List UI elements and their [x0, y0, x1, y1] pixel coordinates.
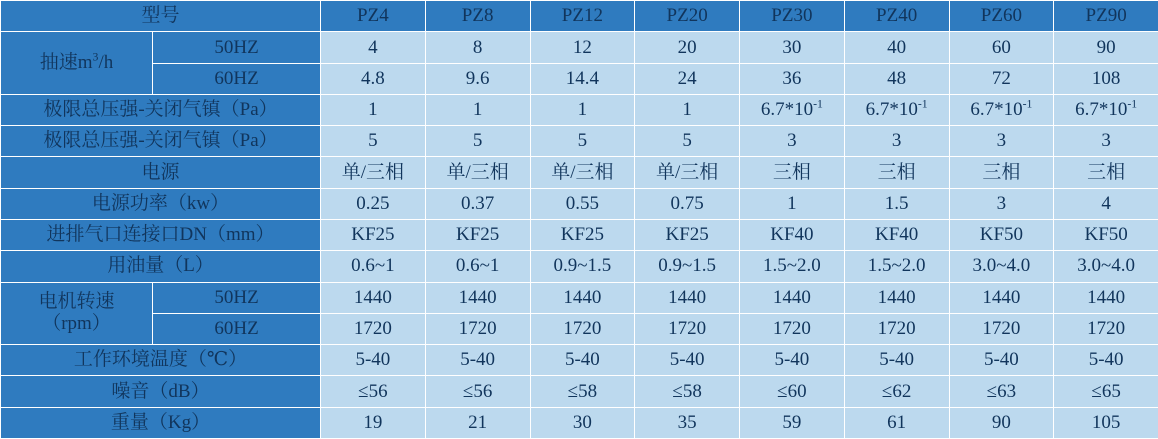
cell-r0-c4: 30 — [740, 32, 845, 63]
cell-r0-c5: 40 — [844, 32, 949, 63]
table-row — [1, 407, 1158, 438]
cell-r7-c4: 1.5~2.0 — [740, 251, 845, 282]
table-header-row — [1, 1, 1158, 32]
cell-r5-c4: 1 — [740, 188, 845, 219]
table-row — [1, 94, 1158, 125]
cell-r1-c5: 48 — [844, 63, 949, 94]
cell-r11-c2: ≤58 — [530, 376, 635, 407]
cell-r2-c1-text: 1 — [472, 99, 483, 121]
cell-r10-c5: 5-40 — [844, 345, 949, 376]
model-header-0: PZ4 — [321, 1, 426, 32]
cell-r12-c5: 61 — [844, 407, 949, 438]
row-label-pumping-speed-tail: /h — [98, 52, 114, 74]
model-header-7: PZ90 — [1054, 1, 1158, 32]
cell-r3-c4: 3 — [740, 126, 845, 157]
cell-r8-c5: 1440 — [844, 282, 949, 313]
cell-r2-c7-sup: -1 — [1127, 97, 1138, 111]
cell-r10-c7: 5-40 — [1054, 345, 1158, 376]
cell-r2-c5-text: 6.7*10 — [865, 99, 918, 121]
cell-r4-c0: 单/三相 — [321, 157, 426, 188]
cell-r11-c6: ≤63 — [949, 376, 1054, 407]
model-header-2: PZ12 — [530, 1, 635, 32]
cell-r7-c2: 0.9~1.5 — [530, 251, 635, 282]
cell-r1-c4: 36 — [740, 63, 845, 94]
cell-r4-c4: 三相 — [740, 157, 845, 188]
row-label-pumping-speed-sup: 3 — [92, 50, 99, 64]
cell-r10-c6: 5-40 — [949, 345, 1054, 376]
cell-r3-c5: 3 — [844, 126, 949, 157]
cell-r1-c2: 14.4 — [530, 63, 635, 94]
cell-r8-c0: 1440 — [321, 282, 426, 313]
cell-r9-c6: 1720 — [949, 313, 1054, 344]
cell-r2-c0 — [321, 94, 426, 125]
row-label-pumping-speed-text: 抽速m — [39, 52, 93, 74]
cell-r6-c6: KF50 — [949, 219, 1054, 250]
cell-r12-c0: 19 — [321, 407, 426, 438]
cell-r5-c7: 4 — [1054, 188, 1158, 219]
cell-r2-c6-text: 6.7*10 — [970, 99, 1023, 121]
cell-r2-c3-text: 1 — [682, 99, 692, 121]
cell-r9-c7: 1720 — [1054, 313, 1158, 344]
model-header-6: PZ60 — [949, 1, 1054, 32]
cell-r0-c7: 90 — [1054, 32, 1158, 63]
table-row — [1, 32, 1158, 63]
cell-r7-c6: 3.0~4.0 — [949, 251, 1054, 282]
cell-r8-c3: 1440 — [635, 282, 740, 313]
cell-r8-c6: 1440 — [949, 282, 1054, 313]
cell-r0-c3: 20 — [635, 32, 740, 63]
cell-r9-c1: 1720 — [425, 313, 530, 344]
model-header-1: PZ8 — [425, 1, 530, 32]
cell-r6-c1: KF25 — [425, 219, 530, 250]
cell-r7-c0: 0.6~1 — [321, 251, 426, 282]
cell-r4-c3: 单/三相 — [635, 157, 740, 188]
cell-r5-c6: 3 — [949, 188, 1054, 219]
cell-r12-c1: 21 — [425, 407, 530, 438]
table-row — [1, 345, 1158, 376]
cell-r1-c0: 4.8 — [321, 63, 426, 94]
cell-r2-c3 — [635, 94, 740, 125]
table-row — [1, 188, 1158, 219]
cell-r8-c2: 1440 — [530, 282, 635, 313]
cell-r5-c5: 1.5 — [844, 188, 949, 219]
cell-r4-c5: 三相 — [844, 157, 949, 188]
cell-r11-c0: ≤56 — [321, 376, 426, 407]
cell-r11-c7: ≤65 — [1054, 376, 1158, 407]
cell-r2-c1 — [425, 94, 530, 125]
cell-r12-c6: 90 — [949, 407, 1054, 438]
row-label-motor-speed-line2: （rpm） — [42, 313, 111, 335]
cell-r4-c6: 三相 — [949, 157, 1054, 188]
cell-r11-c1: ≤56 — [425, 376, 530, 407]
cell-r2-c4-text: 6.7*10 — [760, 99, 814, 121]
row-label-noise: 噪音（dB） — [1, 376, 321, 407]
cell-r6-c0: KF25 — [321, 219, 426, 250]
cell-r3-c7: 3 — [1054, 126, 1158, 157]
row-label-ambient-temperature: 工作环境温度（℃） — [1, 345, 321, 376]
cell-r9-c4: 1720 — [740, 313, 845, 344]
cell-r2-c2 — [530, 94, 635, 125]
cell-r7-c3: 0.9~1.5 — [635, 251, 740, 282]
cell-r11-c4: ≤60 — [740, 376, 845, 407]
cell-r2-c5-sup: -1 — [917, 97, 928, 111]
cell-r6-c5: KF40 — [844, 219, 949, 250]
cell-r8-c7: 1440 — [1054, 282, 1158, 313]
cell-r4-c7: 三相 — [1054, 157, 1158, 188]
table-row — [1, 376, 1158, 407]
cell-r10-c1: 5-40 — [425, 345, 530, 376]
cell-r3-c1: 5 — [425, 126, 530, 157]
cell-r9-c2: 1720 — [530, 313, 635, 344]
cell-r11-c5: ≤62 — [844, 376, 949, 407]
cell-r3-c2: 5 — [530, 126, 635, 157]
cell-r3-c3: 5 — [635, 126, 740, 157]
row-label-oil-volume: 用油量（L） — [1, 251, 321, 282]
cell-r7-c5: 1.5~2.0 — [844, 251, 949, 282]
cell-r4-c2: 单/三相 — [530, 157, 635, 188]
cell-r2-c6 — [949, 94, 1054, 125]
cell-r2-c7 — [1054, 94, 1158, 125]
cell-r7-c1: 0.6~1 — [425, 251, 530, 282]
cell-r2-c4-sup: -1 — [813, 97, 823, 111]
row-label-connection-dn: 进排气口连接口DN（mm） — [1, 219, 321, 250]
table-row — [1, 251, 1158, 282]
cell-r1-c6: 72 — [949, 63, 1054, 94]
cell-r4-c1: 单/三相 — [425, 157, 530, 188]
header-label: 型号 — [1, 1, 321, 32]
cell-r9-c0: 1720 — [321, 313, 426, 344]
cell-r5-c3: 0.75 — [635, 188, 740, 219]
cell-r1-c1: 9.6 — [425, 63, 530, 94]
row-label-weight: 重量（Kg） — [1, 407, 321, 438]
cell-r2-c6-sup: -1 — [1022, 97, 1033, 111]
row-label-motor-speed — [1, 282, 153, 345]
cell-r10-c3: 5-40 — [635, 345, 740, 376]
row-sublabel-60hz: 60HZ — [153, 63, 321, 94]
cell-r1-c7: 108 — [1054, 63, 1158, 94]
row-sublabel-50hz: 50HZ — [153, 32, 321, 63]
row-sublabel-motor-60hz: 60HZ — [153, 313, 321, 344]
cell-r1-c3: 24 — [635, 63, 740, 94]
cell-r11-c3: ≤58 — [635, 376, 740, 407]
cell-r8-c4: 1440 — [740, 282, 845, 313]
row-label-ultimate-pressure-2: 极限总压强-关闭气镇（Pa） — [1, 126, 321, 157]
row-label-pumping-speed — [1, 32, 153, 95]
cell-r10-c4: 5-40 — [740, 345, 845, 376]
cell-r7-c7: 3.0~4.0 — [1054, 251, 1158, 282]
cell-r5-c2: 0.55 — [530, 188, 635, 219]
row-label-ultimate-pressure-1: 极限总压强-关闭气镇（Pa） — [1, 94, 321, 125]
model-header-4: PZ30 — [740, 1, 845, 32]
cell-r10-c0: 5-40 — [321, 345, 426, 376]
table-row — [1, 219, 1158, 250]
cell-r2-c4 — [740, 94, 845, 125]
cell-r5-c1: 0.37 — [425, 188, 530, 219]
cell-r12-c7: 105 — [1054, 407, 1158, 438]
model-header-3: PZ20 — [635, 1, 740, 32]
cell-r8-c1: 1440 — [425, 282, 530, 313]
cell-r0-c1: 8 — [425, 32, 530, 63]
cell-r2-c5 — [844, 94, 949, 125]
table-row — [1, 282, 1158, 313]
cell-r10-c2: 5-40 — [530, 345, 635, 376]
cell-r3-c0: 5 — [321, 126, 426, 157]
cell-r12-c2: 30 — [530, 407, 635, 438]
cell-r6-c4: KF40 — [740, 219, 845, 250]
row-label-motor-speed-line1: 电机转速 — [38, 291, 115, 313]
cell-r12-c3: 35 — [635, 407, 740, 438]
cell-r6-c2: KF25 — [530, 219, 635, 250]
row-label-power-kw: 电源功率（kw） — [1, 188, 321, 219]
cell-r6-c3: KF25 — [635, 219, 740, 250]
cell-r0-c0: 4 — [321, 32, 426, 63]
table-row — [1, 63, 1158, 94]
cell-r2-c2-text: 1 — [577, 99, 588, 121]
model-header-5: PZ40 — [844, 1, 949, 32]
cell-r12-c4: 59 — [740, 407, 845, 438]
cell-r9-c3: 1720 — [635, 313, 740, 344]
cell-r2-c0-text: 1 — [368, 99, 378, 121]
table-row — [1, 313, 1158, 344]
row-label-power-source: 电源 — [1, 157, 321, 188]
cell-r3-c6: 3 — [949, 126, 1054, 157]
table-row — [1, 157, 1158, 188]
table-row — [1, 126, 1158, 157]
cell-r6-c7: KF50 — [1054, 219, 1158, 250]
cell-r2-c7-text: 6.7*10 — [1075, 99, 1128, 121]
cell-r0-c6: 60 — [949, 32, 1054, 63]
cell-r0-c2: 12 — [530, 32, 635, 63]
cell-r5-c0: 0.25 — [321, 188, 426, 219]
row-sublabel-motor-50hz: 50HZ — [153, 282, 321, 313]
cell-r9-c5: 1720 — [844, 313, 949, 344]
